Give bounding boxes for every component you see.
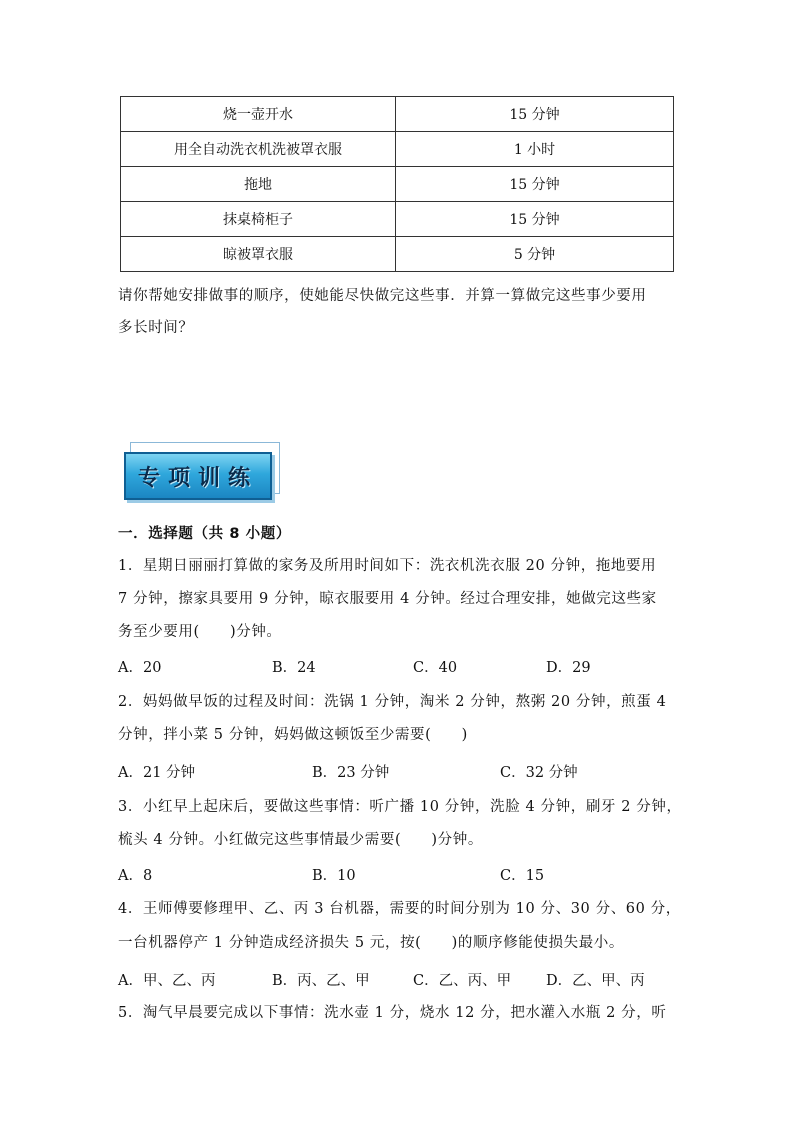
question-4-option-c[interactable]: C．乙、丙、甲 [413,973,512,989]
table-cell-task: 晾被罩衣服 [121,237,396,272]
table-cell-time: 15 分钟 [395,202,673,237]
table-cell-time: 15 分钟 [395,97,673,132]
table-row [121,237,674,272]
question-2-option-b[interactable]: B．23 分钟 [312,765,390,781]
question-2-option-c[interactable]: C．32 分钟 [500,765,578,781]
table-cell-task: 用全自动洗衣机洗被罩衣服 [121,132,396,167]
question-4-option-a[interactable]: A．甲、乙、丙 [118,973,216,989]
table-cell-task: 拖地 [121,167,396,202]
question-1-option-d[interactable]: D．29 [546,660,591,676]
question-2-line: 2．妈妈做早饭的过程及时间：洗锅 1 分钟，淘米 2 分钟，熬粥 20 分钟，煎蛋 4 [118,694,667,710]
table-cell-task: 抹桌椅柜子 [121,202,396,237]
question-3-option-b[interactable]: B．10 [312,868,356,884]
task-time-table [120,96,674,272]
question-3-line: 3．小红早上起床后，要做这些事情：听广播 10 分钟，洗脸 4 分钟，刷牙 2 分钟， [118,799,682,815]
intro-question-line: 多长时间？ [118,320,194,336]
table-row [121,167,674,202]
question-4-line: 一台机器停产 1 分钟造成经济损失 5 元，按( )的顺序修能使损失最小。 [118,935,624,951]
table-cell-time: 1 小时 [395,132,673,167]
section-banner [124,442,280,500]
table-row [121,132,674,167]
question-4-line: 4．王师傅要修理甲、乙、丙 3 台机器，需要的时间分别为 10 分、30 分、60 分， [118,901,681,917]
intro-question-line: 请你帮她安排做事的顺序，使她能尽快做完这些事．并算一算做完这些事少要用 [118,288,647,304]
table-row [121,97,674,132]
question-3-line: 梳头 4 分钟。小红做完这些事情最少需要( )分钟。 [118,832,483,848]
question-2-line: 分钟，拌小菜 5 分钟，妈妈做这顿饭至少需要( ) [118,727,468,743]
banner-title: 专项训练 [137,465,258,491]
question-1-option-a[interactable]: A．20 [118,660,162,676]
question-1-option-b[interactable]: B．24 [272,660,316,676]
section-heading: 一．选择题（共 8 小题） [118,526,291,542]
question-4-option-d[interactable]: D．乙、甲、丙 [546,973,645,989]
question-5-line: 5．淘气早晨要完成以下事情：洗水壶 1 分，烧水 12 分，把水灌入水瓶 2 分，听 [118,1005,667,1021]
question-1-option-c[interactable]: C．40 [413,660,458,676]
question-1-line: 7 分钟，擦家具要用 9 分钟，晾衣服要用 4 分钟。经过合理安排，她做完这些家 [118,591,657,607]
question-4-option-b[interactable]: B．丙、乙、甲 [272,973,370,989]
question-2-option-a[interactable]: A．21 分钟 [118,765,196,781]
table-cell-task: 烧一壶开水 [121,97,396,132]
question-3-option-c[interactable]: C．15 [500,868,545,884]
table-cell-time: 15 分钟 [395,167,673,202]
question-1-line: 务至少要用( )分钟。 [118,624,282,640]
table-cell-time: 5 分钟 [395,237,673,272]
banner-plate [124,452,272,500]
table-row [121,202,674,237]
question-3-option-a[interactable]: A．8 [118,868,153,884]
question-1-line: 1．星期日丽丽打算做的家务及所用时间如下：洗衣机洗衣服 20 分钟，拖地要用 [118,558,657,574]
